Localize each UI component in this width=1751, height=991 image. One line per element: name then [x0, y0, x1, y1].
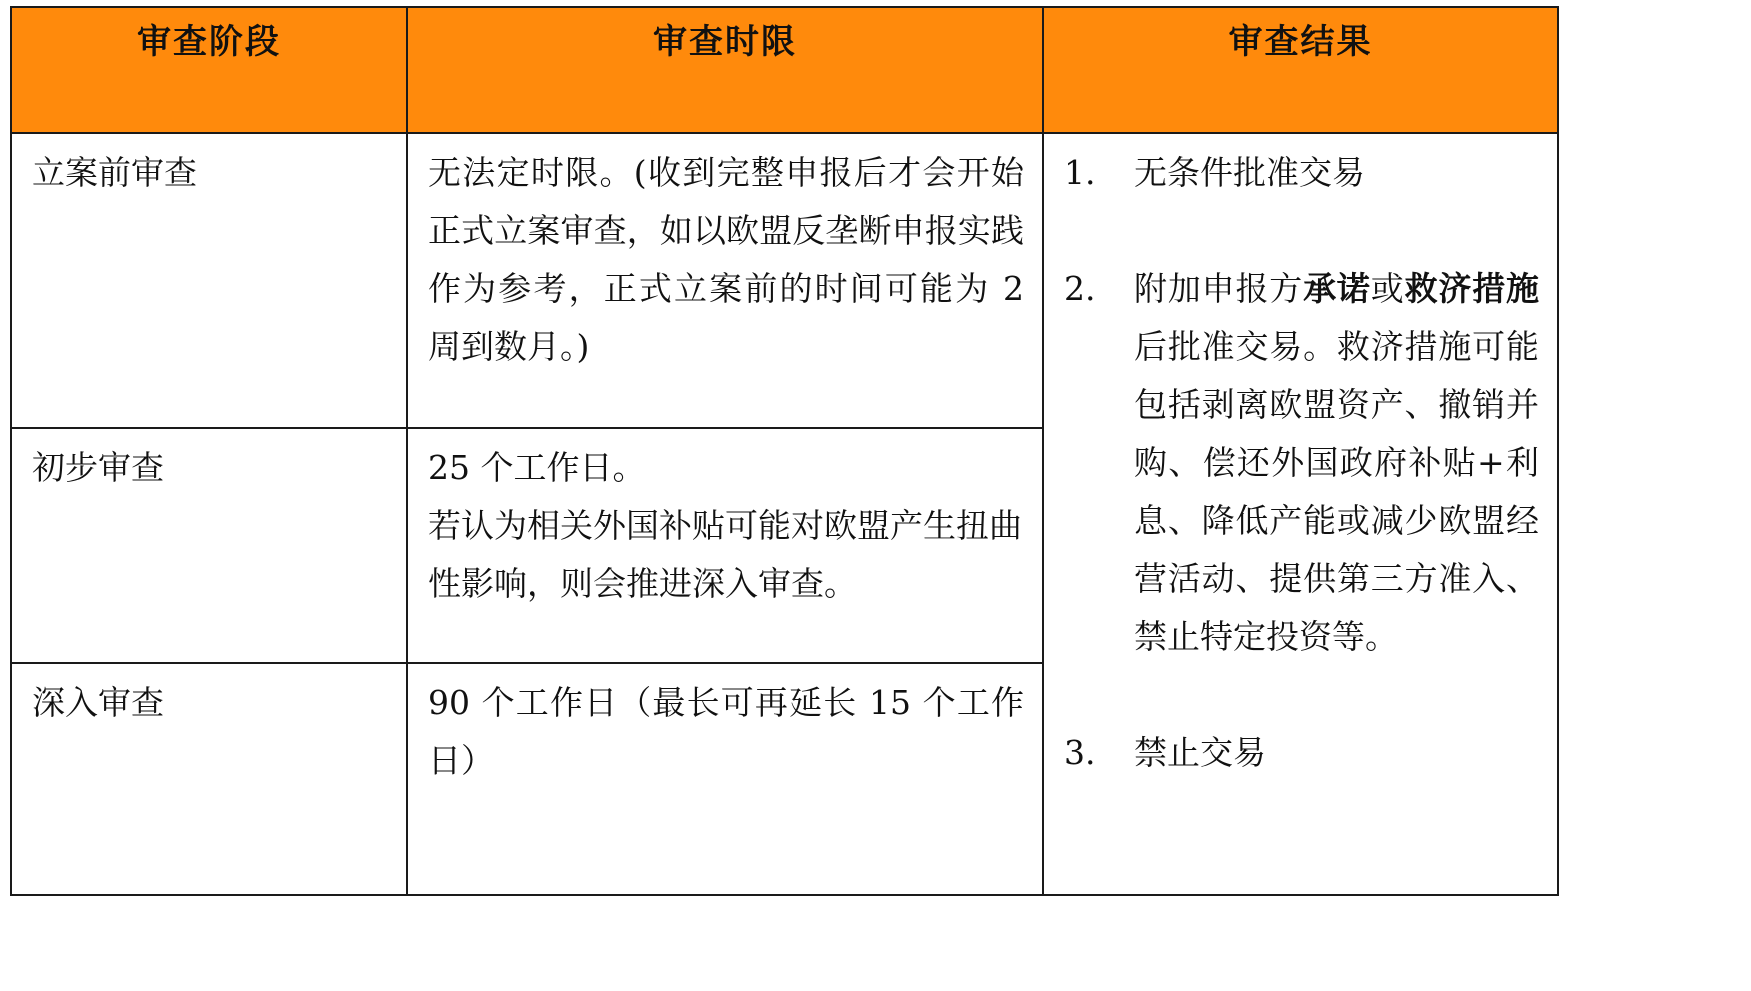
- header-result: 审查结果: [1043, 7, 1558, 133]
- result-text-part: 后批准交易。救济措施可能包括剥离欧盟资产、撤销并购、偿还外国政府补贴+利息、降低产能或减少欧盟经营活动、提供第三方准入、禁止特定投资等。: [1134, 327, 1539, 656]
- time-limit-cell: 90 个工作日（最长可再延长 15 个工作日）: [407, 663, 1043, 895]
- result-number: 1.: [1064, 153, 1096, 192]
- result-number: 2.: [1064, 269, 1096, 308]
- time-limit-cell: 无法定时限。(收到完整申报后才会开始正式立案审查，如以欧盟反垄断申报实践作为参考，正式立案前的时间可能为 2 周到数月。): [407, 133, 1043, 428]
- review-stages-table: [10, 6, 1559, 896]
- table-row: [11, 133, 1558, 428]
- result-text: 无条件批准交易: [1134, 153, 1365, 192]
- result-item: [1064, 260, 1539, 666]
- result-text-part: 或: [1370, 269, 1405, 308]
- result-item: [1064, 144, 1539, 202]
- result-text-bold: 救济措施: [1404, 269, 1540, 308]
- result-text: 禁止交易: [1134, 733, 1266, 772]
- header-time-limit: 审查时限: [407, 7, 1043, 133]
- result-number: 3.: [1064, 733, 1096, 772]
- header-stage: 审查阶段: [11, 7, 407, 133]
- result-text: [1134, 260, 1539, 666]
- time-limit-line: 若认为相关外国补贴可能对欧盟产生扭曲性影响，则会推进深入审查。: [428, 506, 1022, 603]
- result-text-bold: 承诺: [1303, 269, 1371, 308]
- header-row: [11, 7, 1558, 133]
- result-text-part: 附加申报方: [1134, 269, 1304, 308]
- time-limit-cell: [407, 428, 1043, 663]
- time-limit-line: 25 个工作日。: [428, 448, 646, 487]
- stage-cell: 立案前审查: [11, 133, 407, 428]
- result-cell: [1043, 133, 1558, 895]
- stage-cell: 初步审查: [11, 428, 407, 663]
- stage-cell: 深入审查: [11, 663, 407, 895]
- result-item: [1064, 724, 1539, 782]
